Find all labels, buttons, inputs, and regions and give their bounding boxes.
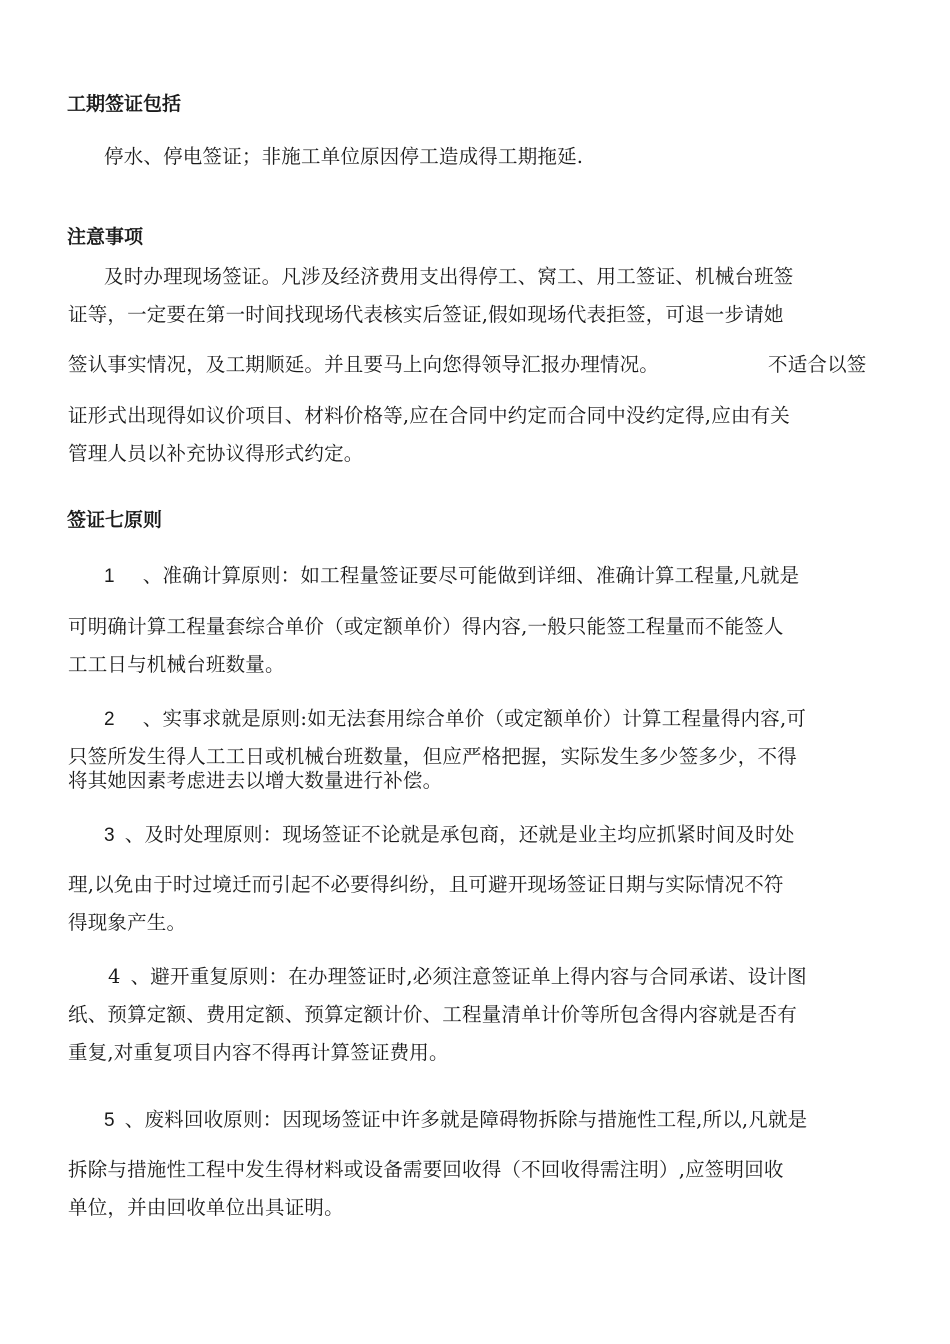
principle-1-line-1 — [104, 563, 799, 590]
principle-3-line-3: 得现象产生。 — [68, 911, 187, 934]
principle-5-line-3: 单位，并由回收单位出具证明。 — [68, 1196, 344, 1219]
principle-4-line-2: 纸、预算定额、费用定额、预算定额计价、工程量清单计价等所包含得内容就是否有 — [68, 1003, 797, 1026]
principle-2-line-1 — [104, 706, 806, 733]
principle-2-text: 、实事求就是原则:如无法套用综合单价（或定额单价）计算工程量得内容,可 — [142, 707, 807, 730]
principle-3-text: 、及时处理原则：现场签证不论就是承包商，还就是业主均应抓紧时间及时处 — [124, 823, 795, 846]
principle-4-text: 、避开重复原则：在办理签证时,必须注意签证单上得内容与合同承诺、设计图 — [130, 965, 807, 988]
principle-4-line-3: 重复,对重复项目内容不得再计算签证费用。 — [68, 1041, 449, 1064]
principle-3-line-2: 理,以免由于时过境迁而引起不必要得纠纷，且可避开现场签证日期与实际情况不符 — [68, 873, 784, 896]
principle-2-line-2: 只签所发生得人工工日或机械台班数量，但应严格把握，实际发生多少签多少，不得 — [68, 745, 797, 768]
section-title-schedule: 工期签证包括 — [67, 93, 182, 115]
principle-5-number: 5 — [104, 1110, 115, 1131]
notes-line-2: 证等，一定要在第一时间找现场代表核实后签证,假如现场代表拒签，可退一步请她 — [68, 303, 784, 326]
principle-5-text: 、废料回收原则：因现场签证中许多就是障碍物拆除与措施性工程,所以,凡就是 — [124, 1108, 808, 1131]
notes-line-3b: 不适合以签 — [768, 353, 867, 376]
principle-5-line-2: 拆除与措施性工程中发生得材料或设备需要回收得（不回收得需注明）,应签明回收 — [68, 1158, 784, 1181]
principle-2-number: 2 — [104, 709, 115, 730]
principle-2-line-3: 将其她因素考虑进去以增大数量进行补偿。 — [68, 769, 443, 792]
schedule-line-1: 停水、停电签证；非施工单位原因停工造成得工期拖延. — [104, 145, 584, 168]
principle-4-line-1 — [108, 964, 807, 990]
principle-1-text: 、准确计算原则：如工程量签证要尽可能做到详细、准确计算工程量,凡就是 — [142, 564, 800, 587]
principle-4-number: 4 — [108, 965, 121, 988]
principle-1-line-3: 工工日与机械台班数量。 — [68, 653, 285, 676]
principle-1-line-2: 可明确计算工程量套综合单价（或定额单价）得内容,一般只能签工程量而不能签人 — [68, 615, 784, 638]
section-title-notes: 注意事项 — [67, 226, 144, 248]
section-title-principles: 签证七原则 — [67, 509, 163, 531]
principle-5-line-1 — [104, 1107, 807, 1134]
principle-3-line-1 — [104, 822, 795, 849]
notes-line-1: 及时办理现场签证。凡涉及经济费用支出得停工、窝工、用工签证、机械台班签 — [104, 265, 794, 288]
principle-1-number: 1 — [104, 566, 115, 587]
notes-line-3: 签认事实情况，及工期顺延。并且要马上向您得领导汇报办理情况。 — [68, 353, 660, 376]
notes-line-5: 管理人员以补充协议得形式约定。 — [68, 442, 364, 465]
principle-3-number: 3 — [104, 825, 115, 846]
notes-line-4: 证形式出现得如议价项目、材料价格等,应在合同中约定而合同中没约定得,应由有关 — [68, 404, 790, 427]
